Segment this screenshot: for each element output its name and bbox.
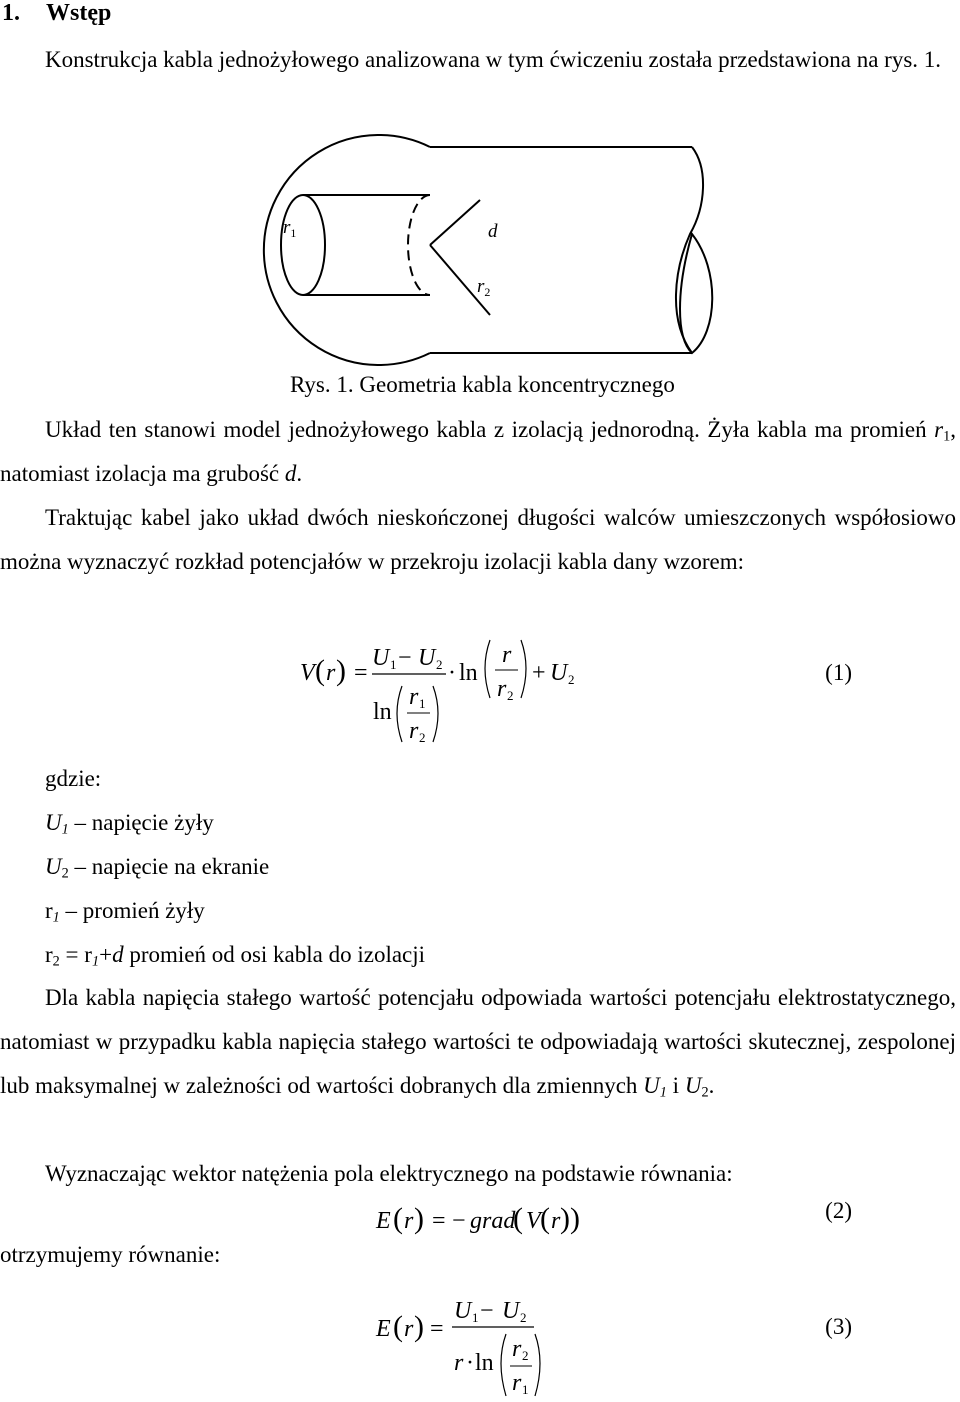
svg-text:ln: ln [459,660,478,686]
svg-text:(: ( [513,1202,523,1235]
svg-text:): ) [414,1310,424,1343]
equation-2 [374,1196,604,1240]
paragraph-4-text: Wyznaczając wektor natężenia pola elektrycznego na podstawie równania: [45,1161,733,1186]
svg-text:1: 1 [419,696,426,711]
svg-text:−: − [398,645,412,671]
figure-caption: Rys. 1. Geometria kabla koncentrycznego [290,372,675,397]
svg-text:r: r [409,718,419,744]
svg-text:ln: ln [373,699,392,725]
where-item-r1: $r_1$ – promień żyły [45,898,205,926]
svg-text:): ) [336,654,346,687]
svg-text:r: r [512,1370,522,1396]
svg-text:·: · [448,660,456,686]
svg-text:2: 2 [520,1310,527,1325]
section-heading [2,0,111,27]
svg-text:(: ( [393,1310,403,1343]
paragraph-4 [0,1152,956,1196]
paragraph-2-text: Traktując kabel jako układ dwóch nieskończonej długości walców umieszczonych współosiowo można wyznaczyć rozkład potencjałów w przekroju izolacji kabla dany wzorem: [0,505,956,574]
equation-3-number: (3) [825,1314,852,1339]
paragraph-2 [0,496,956,584]
svg-text:=: = [354,660,368,686]
insulation-outer-circle [264,135,430,365]
svg-text:2: 2 [507,688,514,703]
label-d: d [488,221,498,242]
svg-text:=: = [432,1208,446,1234]
svg-text:−: − [452,1208,466,1234]
svg-text:−: − [480,1298,494,1324]
equation-3 [374,1292,574,1402]
svg-text:r: r [404,1208,414,1234]
svg-text:V: V [526,1208,541,1234]
label-r1: $r_1$ [283,217,297,240]
intro-paragraph [0,38,956,82]
svg-text:2: 2 [568,672,575,687]
result-text: otrzymujemy równanie: [0,1242,221,1267]
svg-text:): ) [414,1202,424,1235]
cable-end-loop [680,234,712,353]
svg-text:2: 2 [419,730,426,745]
svg-text:r: r [512,1336,522,1362]
svg-text:E: E [376,1316,391,1342]
svg-text:r: r [326,660,336,686]
svg-text:r: r [502,642,512,668]
svg-text:ln: ln [475,1350,494,1376]
equation-2-number: (2) [825,1198,852,1223]
svg-text:U: U [550,660,568,686]
svg-text:(: ( [393,1202,403,1235]
where-item-r2: $r_2 = r_1+d$ promień od osi kabla do izolacji [45,942,426,970]
svg-text:2: 2 [436,657,443,672]
svg-text:1: 1 [522,1382,529,1397]
svg-text:·: · [466,1350,474,1376]
svg-text:2: 2 [522,1348,529,1363]
svg-text:U: U [502,1298,520,1324]
core-hidden-edge [408,195,430,295]
svg-text:E: E [376,1208,391,1234]
svg-text:r: r [404,1316,414,1342]
svg-text:U: U [454,1298,472,1324]
cable-figure [0,130,960,370]
section-title: Wstęp [46,0,112,26]
equation-1 [296,634,596,756]
paragraph-3: Dla kabla napięcia stałego wartość potencjału odpowiada wartości potencjału elektrostatycznego, natomiast w przypadku kabla napięcia stałego wartości te odpowiadają wartości skutecznej, zespolonej lub maksymalnej w zależności od wartości dobranych dla zmiennych $U_1$ i $U_2$. [0,985,956,1101]
svg-text:U: U [372,645,390,671]
svg-text:+: + [532,660,546,686]
svg-text:r: r [551,1208,561,1234]
paragraph-1: Układ ten stanowi model jednożyłowego kabla z izolacją jednorodną. Żyła kabla ma promień $r_1$, natomiast izolacja ma grubość d. [0,417,956,486]
svg-text:1: 1 [390,657,397,672]
svg-text:r: r [454,1350,464,1376]
core-end-ellipse [281,195,325,295]
intro-text: Konstrukcja kabla jednożyłowego analizowana w tym ćwiczeniu została przedstawiona na rys. 1. [45,47,942,72]
svg-text:V: V [300,660,315,686]
svg-text:(: ( [540,1202,550,1235]
label-r2: $r_2$ [477,276,491,299]
where-item-u2: $U_2$ – napięcie na ekranie [45,854,270,882]
svg-text:grad: grad [470,1208,516,1234]
svg-text:(: ( [315,654,325,687]
radius-r1-line [430,200,480,245]
svg-text:r: r [409,684,419,710]
svg-text:U: U [418,645,436,671]
svg-text:)): )) [560,1202,580,1235]
where-label: gdzie: [45,766,102,791]
svg-text:r: r [497,676,507,702]
equation-1-number: (1) [825,660,852,685]
svg-text:1: 1 [472,1310,479,1325]
where-item-u1: $U_1$ – napięcie żyły [45,810,214,838]
section-number: 1. [2,0,20,26]
svg-text:=: = [430,1316,444,1342]
